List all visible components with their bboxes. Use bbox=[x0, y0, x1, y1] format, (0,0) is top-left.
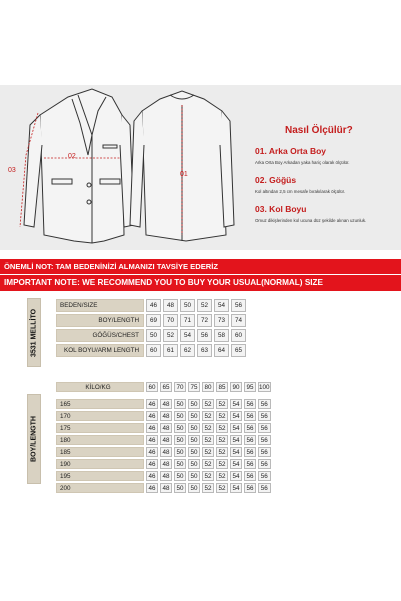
table-cell: 72 bbox=[197, 314, 212, 327]
table-cell: 56 bbox=[258, 411, 271, 421]
table-cell: 46 bbox=[146, 447, 158, 457]
step-1-desc: Arka Orta Boy Arkadan yaka hariç olarak ölçülür. bbox=[255, 160, 350, 165]
table-cell: 52 bbox=[202, 411, 214, 421]
table-cell: 54 bbox=[230, 471, 242, 481]
table-cell: 52 bbox=[202, 435, 214, 445]
table-cell: 54 bbox=[230, 423, 242, 433]
row-label: 190 bbox=[56, 459, 144, 469]
table-cell: 46 bbox=[146, 423, 158, 433]
table-row bbox=[56, 399, 271, 409]
table-cell: 48 bbox=[160, 447, 172, 457]
row-label: 170 bbox=[56, 411, 144, 421]
table-cell: 56 bbox=[244, 411, 256, 421]
fit-table-side-label: BOY/LENGTH bbox=[27, 394, 41, 484]
row-label: BOY/LENGTH bbox=[56, 314, 144, 327]
size-cell: 54 bbox=[214, 299, 229, 312]
table-cell: 56 bbox=[258, 471, 271, 481]
weight-cell: 80 bbox=[202, 382, 214, 392]
table-cell: 62 bbox=[180, 344, 195, 357]
measure-label-03: 03 bbox=[8, 167, 16, 174]
table-cell: 50 bbox=[188, 423, 200, 433]
weight-cell: 100 bbox=[259, 383, 270, 391]
row-label: 200 bbox=[56, 483, 144, 493]
weight-cell: 60 bbox=[146, 382, 158, 392]
how-to-measure-panel bbox=[255, 125, 395, 223]
measure-label-02: 02 bbox=[68, 153, 76, 160]
row-label: 175 bbox=[56, 423, 144, 433]
row-label: KOL BOYU/ARM LENGTH bbox=[56, 344, 144, 357]
size-header-label: BEDEN/SIZE bbox=[56, 299, 144, 312]
table-cell: 46 bbox=[146, 435, 158, 445]
table-cell: 48 bbox=[160, 423, 172, 433]
table-cell: 50 bbox=[188, 435, 200, 445]
table-cell: 54 bbox=[230, 483, 242, 493]
measurement-illustration bbox=[0, 85, 401, 250]
size-cell: 48 bbox=[163, 299, 178, 312]
table-row bbox=[56, 329, 246, 342]
table-cell: 50 bbox=[188, 483, 200, 493]
table-cell: 48 bbox=[160, 483, 172, 493]
row-label: 180 bbox=[56, 435, 144, 445]
table-cell: 54 bbox=[180, 329, 195, 342]
important-note-turkish: ÖNEMLİ NOT: TAM BEDENİNİZİ ALMANIZI TAVSİYE EDERİZ bbox=[0, 259, 401, 274]
table-row bbox=[56, 423, 271, 433]
table-cell: 52 bbox=[202, 459, 214, 469]
table-row bbox=[56, 483, 271, 493]
table-cell: 50 bbox=[174, 411, 186, 421]
table-cell: 63 bbox=[197, 344, 212, 357]
weight-header-row bbox=[56, 382, 271, 392]
table-cell: 56 bbox=[244, 471, 256, 481]
table-cell: 54 bbox=[230, 411, 242, 421]
weight-cell: 65 bbox=[160, 382, 172, 392]
size-header-row bbox=[56, 299, 246, 312]
table-cell: 46 bbox=[146, 399, 158, 409]
table-cell: 56 bbox=[258, 399, 271, 409]
how-to-measure-title: Nasıl Ölçülür? bbox=[285, 125, 353, 136]
table-cell: 61 bbox=[163, 344, 178, 357]
table-cell: 52 bbox=[202, 483, 214, 493]
table-row bbox=[56, 447, 271, 457]
row-label: 185 bbox=[56, 447, 144, 457]
table-row bbox=[56, 471, 271, 481]
size-table-side-label: 3531 MELLİTO bbox=[27, 298, 41, 367]
table-cell: 52 bbox=[202, 471, 214, 481]
table-cell: 48 bbox=[160, 435, 172, 445]
table-cell: 46 bbox=[146, 459, 158, 469]
step-1-title: 01. Arka Orta Boy bbox=[255, 146, 327, 156]
table-cell: 50 bbox=[174, 459, 186, 469]
size-cell: 52 bbox=[197, 299, 212, 312]
table-cell: 50 bbox=[146, 329, 161, 342]
table-cell: 58 bbox=[214, 329, 229, 342]
table-cell: 56 bbox=[244, 459, 256, 469]
table-cell: 48 bbox=[160, 411, 172, 421]
measure-label-01: 01 bbox=[180, 171, 188, 178]
table-cell: 54 bbox=[230, 447, 242, 457]
table-cell: 64 bbox=[214, 344, 229, 357]
table-cell: 52 bbox=[216, 459, 228, 469]
table-cell: 48 bbox=[160, 399, 172, 409]
table-cell: 52 bbox=[163, 329, 178, 342]
table-row bbox=[56, 435, 271, 445]
table-cell: 74 bbox=[231, 314, 246, 327]
table-cell: 50 bbox=[174, 435, 186, 445]
table-cell: 46 bbox=[146, 411, 158, 421]
table-cell: 52 bbox=[216, 435, 228, 445]
table-cell: 52 bbox=[216, 399, 228, 409]
spacer bbox=[56, 394, 271, 397]
table-row bbox=[56, 459, 271, 469]
step-2-title: 02. Göğüs bbox=[255, 175, 297, 185]
table-cell: 54 bbox=[230, 399, 242, 409]
table-cell: 56 bbox=[244, 399, 256, 409]
step-2-desc: Kol altından 2,5 cm mesafe bırakılarak ölçülür. bbox=[255, 189, 346, 194]
table-cell: 52 bbox=[202, 423, 214, 433]
table-cell: 56 bbox=[244, 447, 256, 457]
weight-cell: 85 bbox=[216, 382, 228, 392]
table-cell: 52 bbox=[216, 423, 228, 433]
table-row bbox=[56, 344, 246, 357]
table-cell: 56 bbox=[258, 459, 271, 469]
row-label: 195 bbox=[56, 471, 144, 481]
table-row bbox=[56, 411, 271, 421]
table-cell: 50 bbox=[188, 447, 200, 457]
table-cell: 56 bbox=[258, 483, 271, 493]
table-cell: 50 bbox=[174, 483, 186, 493]
table-cell: 52 bbox=[216, 483, 228, 493]
table-cell: 54 bbox=[230, 459, 242, 469]
size-cell: 46 bbox=[146, 299, 161, 312]
weight-cell: 95 bbox=[244, 382, 256, 392]
table-cell: 56 bbox=[244, 423, 256, 433]
table-cell: 48 bbox=[160, 459, 172, 469]
table-cell: 50 bbox=[188, 459, 200, 469]
table-cell: 70 bbox=[163, 314, 178, 327]
table-cell: 56 bbox=[258, 423, 271, 433]
table-cell: 52 bbox=[202, 447, 214, 457]
table-cell: 50 bbox=[188, 399, 200, 409]
weight-cell: 70 bbox=[174, 382, 186, 392]
table-cell: 46 bbox=[146, 471, 158, 481]
row-label: GÖĞÜS/CHEST bbox=[56, 329, 144, 342]
table-cell: 56 bbox=[244, 435, 256, 445]
step-3-desc: Omuz dikişlerinden kol ucuna düz şekilde alınan uzunluk. bbox=[255, 218, 367, 223]
size-table bbox=[54, 297, 248, 359]
weight-cell: 90 bbox=[230, 382, 242, 392]
table-cell: 52 bbox=[216, 447, 228, 457]
row-label: 165 bbox=[56, 399, 144, 409]
important-note-english: IMPORTANT NOTE: WE RECOMMEND YOU TO BUY YOUR USUAL(NORMAL) SIZE bbox=[0, 275, 401, 291]
table-cell: 50 bbox=[174, 423, 186, 433]
table-cell: 50 bbox=[188, 411, 200, 421]
table-cell: 50 bbox=[188, 471, 200, 481]
table-cell: 60 bbox=[146, 344, 161, 357]
front-jacket-drawing bbox=[24, 89, 134, 243]
table-cell: 73 bbox=[214, 314, 229, 327]
table-cell: 52 bbox=[216, 471, 228, 481]
table-row bbox=[56, 314, 246, 327]
size-cell: 50 bbox=[180, 299, 195, 312]
jacket-diagram bbox=[0, 85, 255, 250]
fit-table bbox=[54, 380, 273, 495]
table-cell: 71 bbox=[180, 314, 195, 327]
weight-cell: 75 bbox=[188, 382, 200, 392]
table-cell: 69 bbox=[146, 314, 161, 327]
table-cell: 65 bbox=[231, 344, 246, 357]
step-3-title: 03. Kol Boyu bbox=[255, 204, 307, 214]
table-cell: 56 bbox=[197, 329, 212, 342]
table-cell: 50 bbox=[174, 399, 186, 409]
table-cell: 52 bbox=[202, 399, 214, 409]
size-cell: 56 bbox=[231, 299, 246, 312]
table-cell: 56 bbox=[244, 483, 256, 493]
table-cell: 46 bbox=[146, 483, 158, 493]
table-cell: 50 bbox=[174, 447, 186, 457]
weight-header-label: KİLO/KG bbox=[56, 382, 144, 392]
table-cell: 60 bbox=[231, 329, 246, 342]
table-cell: 56 bbox=[258, 447, 271, 457]
table-cell: 52 bbox=[216, 411, 228, 421]
table-cell: 56 bbox=[258, 435, 271, 445]
table-cell: 54 bbox=[230, 435, 242, 445]
table-cell: 50 bbox=[174, 471, 186, 481]
table-cell: 48 bbox=[160, 471, 172, 481]
